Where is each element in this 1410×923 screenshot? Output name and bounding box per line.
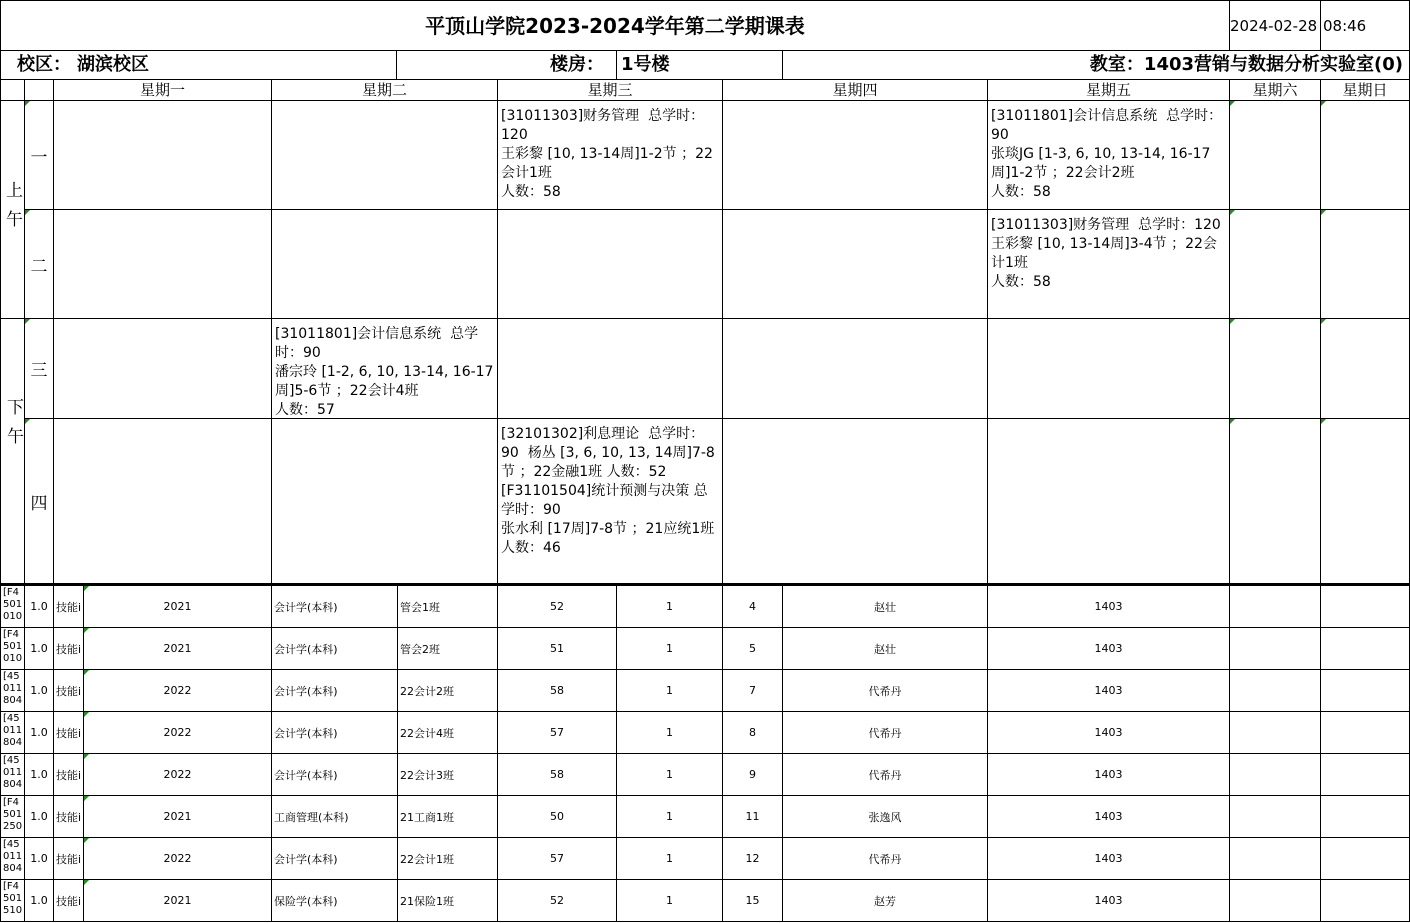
slot-tue-p2 [271, 209, 498, 319]
detail-idx-cell [722, 585, 783, 628]
detail-major-cell [271, 711, 398, 754]
detail-cls: 21保险1班 [400, 894, 454, 908]
detail-count: 57 [550, 726, 564, 739]
slot-fri-p2: [31011303]财务管理 总学时：120 王彩黎 [10, 13-14周]3-4节 ；22会计1班 人数：58 [987, 209, 1230, 319]
detail-room: 1403 [1094, 684, 1123, 697]
detail-count-cell [497, 837, 617, 880]
building-value: 1号楼 [616, 50, 783, 80]
corner-cell [0, 79, 25, 101]
detail-credit: 1.0 [30, 684, 48, 697]
print-date: 2024-02-28 [1229, 0, 1321, 51]
detail-code-cell [0, 795, 25, 838]
detail-type-cell [53, 585, 84, 628]
detail-year-cell [83, 879, 272, 922]
detail-room-cell [987, 795, 1230, 838]
detail-empty-cell [1229, 753, 1321, 796]
detail-idx: 5 [749, 642, 756, 655]
room-value: 1403营销与数据分析实验室(0) [1143, 54, 1403, 75]
detail-year-cell [83, 837, 272, 880]
slot-fri-p1: [31011801]会计信息系统 总学时：90 张琰JG [1-3, 6, 10, 13-14, 16-17周]1-2节 ；22会计2班 人数：58 [987, 100, 1230, 210]
detail-cls-cell [397, 837, 498, 880]
afternoon-label: 下午 [0, 318, 25, 585]
detail-cls-cell [397, 711, 498, 754]
slot-sun-p3 [1320, 318, 1410, 419]
detail-code-cell [0, 879, 25, 922]
period-4-label: 四 [24, 418, 54, 585]
day-header-mon: 星期一 [53, 79, 272, 101]
detail-code: [F4 501 010 [3, 629, 23, 664]
detail-type-cell [53, 711, 84, 754]
detail-type: 技能i [56, 684, 82, 698]
detail-room-cell [987, 669, 1230, 712]
detail-idx-cell [722, 795, 783, 838]
detail-year: 2021 [163, 642, 192, 655]
detail-empty-cell [1320, 711, 1410, 754]
detail-teacher-cell [782, 837, 988, 880]
detail-room: 1403 [1094, 894, 1123, 907]
detail-code-cell [0, 669, 25, 712]
period-1-label: 一 [24, 100, 54, 210]
detail-credit: 1.0 [30, 852, 48, 865]
detail-credit: 1.0 [30, 894, 48, 907]
detail-count: 51 [550, 642, 564, 655]
detail-cls: 22会计2班 [400, 684, 454, 698]
slot-sat-p1 [1229, 100, 1321, 210]
detail-n-cell [616, 585, 723, 628]
detail-code-cell [0, 753, 25, 796]
detail-empty-cell [1320, 627, 1410, 670]
detail-major-cell [271, 837, 398, 880]
detail-teacher: 代希丹 [868, 684, 902, 698]
slot-thu-p4 [722, 418, 988, 585]
detail-credit-cell [24, 795, 54, 838]
detail-teacher-cell [782, 585, 988, 628]
detail-year: 2021 [163, 810, 192, 823]
slot-sat-p4 [1229, 418, 1321, 585]
detail-major-cell [271, 879, 398, 922]
detail-count-cell [497, 879, 617, 922]
detail-teacher: 赵芳 [874, 894, 896, 908]
detail-teacher-cell [782, 669, 988, 712]
detail-code-cell [0, 837, 25, 880]
campus-row [0, 50, 397, 80]
detail-credit-cell [24, 627, 54, 670]
detail-room-cell [987, 627, 1230, 670]
detail-credit-cell [24, 669, 54, 712]
detail-major: 会计学(本科) [274, 642, 338, 656]
detail-teacher-cell [782, 879, 988, 922]
slot-thu-p2 [722, 209, 988, 319]
detail-empty-cell [1229, 627, 1321, 670]
detail-empty-cell [1320, 879, 1410, 922]
detail-teacher: 赵壮 [874, 600, 896, 614]
detail-teacher: 代希丹 [868, 852, 902, 866]
detail-code: [F4 501 510 [3, 881, 23, 916]
slot-sat-p2 [1229, 209, 1321, 319]
detail-type-cell [53, 879, 84, 922]
detail-cls: 管会2班 [400, 642, 440, 656]
detail-teacher: 张逸风 [868, 810, 902, 824]
detail-empty-cell [1229, 711, 1321, 754]
detail-empty-cell [1320, 753, 1410, 796]
slot-mon-p4 [53, 418, 272, 585]
detail-empty-cell [1320, 795, 1410, 838]
detail-teacher-cell [782, 753, 988, 796]
detail-count-cell [497, 795, 617, 838]
day-header-tue: 星期二 [271, 79, 498, 101]
detail-room: 1403 [1094, 600, 1123, 613]
detail-code-cell [0, 711, 25, 754]
detail-year-cell [83, 627, 272, 670]
detail-empty-cell [1229, 669, 1321, 712]
detail-code: [45 011 804 [3, 755, 23, 790]
detail-empty-cell [1320, 837, 1410, 880]
campus-value: 湖滨校区 [77, 54, 149, 75]
detail-room: 1403 [1094, 768, 1123, 781]
detail-idx: 9 [749, 768, 756, 781]
detail-type-cell [53, 795, 84, 838]
detail-n: 1 [666, 894, 673, 907]
detail-idx-cell [722, 627, 783, 670]
detail-type: 技能i [56, 642, 82, 656]
detail-idx-cell [722, 837, 783, 880]
detail-major: 会计学(本科) [274, 852, 338, 866]
print-time: 08:46 [1320, 0, 1410, 51]
detail-cls-cell [397, 879, 498, 922]
detail-room-cell [987, 711, 1230, 754]
building-label: 楼房： [396, 50, 617, 80]
day-header-sat: 星期六 [1229, 79, 1321, 101]
detail-cls-cell [397, 753, 498, 796]
detail-major-cell [271, 795, 398, 838]
detail-teacher: 代希丹 [868, 726, 902, 740]
detail-code: [45 011 804 [3, 839, 23, 874]
detail-code: [F4 501 250 [3, 797, 23, 832]
detail-n: 1 [666, 642, 673, 655]
detail-n-cell [616, 627, 723, 670]
detail-empty-cell [1320, 669, 1410, 712]
detail-credit: 1.0 [30, 726, 48, 739]
detail-credit: 1.0 [30, 810, 48, 823]
detail-credit-cell [24, 753, 54, 796]
detail-cls-cell [397, 585, 498, 628]
detail-cls-cell [397, 627, 498, 670]
detail-code: [F4 501 010 [3, 587, 23, 622]
detail-idx: 15 [745, 894, 760, 907]
detail-idx: 8 [749, 726, 756, 739]
slot-fri-p3 [987, 318, 1230, 419]
detail-code: [45 011 804 [3, 713, 23, 748]
detail-n-cell [616, 669, 723, 712]
room-info [782, 50, 1410, 80]
detail-cls-cell [397, 669, 498, 712]
slot-sat-p3 [1229, 318, 1321, 419]
slot-mon-p1 [53, 100, 272, 210]
detail-n: 1 [666, 726, 673, 739]
detail-n-cell [616, 795, 723, 838]
detail-major: 工商管理(本科) [274, 810, 349, 824]
detail-type-cell [53, 753, 84, 796]
detail-n: 1 [666, 684, 673, 697]
detail-code-cell [0, 627, 25, 670]
detail-count: 52 [550, 600, 564, 613]
slot-sun-p4 [1320, 418, 1410, 585]
period-2-label: 二 [24, 209, 54, 319]
detail-count: 58 [550, 684, 564, 697]
detail-idx: 12 [745, 852, 760, 865]
detail-idx: 7 [749, 684, 756, 697]
slot-sun-p2 [1320, 209, 1410, 319]
detail-n: 1 [666, 768, 673, 781]
detail-year: 2022 [163, 768, 192, 781]
slot-tue-p4 [271, 418, 498, 585]
detail-empty-cell [1229, 879, 1321, 922]
detail-room: 1403 [1094, 810, 1123, 823]
detail-count-cell [497, 585, 617, 628]
detail-n-cell [616, 837, 723, 880]
detail-major-cell [271, 753, 398, 796]
slot-thu-p1 [722, 100, 988, 210]
detail-major: 保险学(本科) [274, 894, 338, 908]
detail-count: 52 [550, 894, 564, 907]
detail-major: 会计学(本科) [274, 684, 338, 698]
detail-idx-cell [722, 753, 783, 796]
detail-room-cell [987, 837, 1230, 880]
detail-cls: 管会1班 [400, 600, 440, 614]
detail-type: 技能i [56, 852, 82, 866]
detail-n-cell [616, 879, 723, 922]
detail-year: 2022 [163, 684, 192, 697]
detail-n: 1 [666, 852, 673, 865]
detail-room: 1403 [1094, 642, 1123, 655]
detail-credit-cell [24, 711, 54, 754]
detail-type-cell [53, 837, 84, 880]
detail-cls: 22会计3班 [400, 768, 454, 782]
slot-wed-p1: [31011303]财务管理 总学时：120 王彩黎 [10, 13-14周]1-2节 ；22会计1班 人数：58 [497, 100, 723, 210]
detail-type: 技能i [56, 726, 82, 740]
detail-count-cell [497, 669, 617, 712]
detail-credit: 1.0 [30, 642, 48, 655]
detail-year: 2022 [163, 726, 192, 739]
detail-major-cell [271, 585, 398, 628]
detail-year: 2021 [163, 894, 192, 907]
detail-room-cell [987, 879, 1230, 922]
day-header-sun: 星期日 [1320, 79, 1410, 101]
detail-idx-cell [722, 711, 783, 754]
detail-empty-cell [1229, 795, 1321, 838]
detail-count: 57 [550, 852, 564, 865]
detail-empty-cell [1229, 585, 1321, 628]
detail-year-cell [83, 669, 272, 712]
detail-n: 1 [666, 600, 673, 613]
slot-tue-p1 [271, 100, 498, 210]
detail-code-cell [0, 585, 25, 628]
detail-cls: 21工商1班 [400, 810, 454, 824]
detail-teacher-cell [782, 627, 988, 670]
slot-thu-p3 [722, 318, 988, 419]
detail-type: 技能i [56, 894, 82, 908]
day-header-thu: 星期四 [722, 79, 988, 101]
detail-room: 1403 [1094, 852, 1123, 865]
detail-teacher-cell [782, 795, 988, 838]
detail-type: 技能i [56, 810, 82, 824]
detail-idx: 11 [745, 810, 760, 823]
detail-room-cell [987, 585, 1230, 628]
day-header-fri: 星期五 [987, 79, 1230, 101]
slot-wed-p2 [497, 209, 723, 319]
detail-year: 2021 [163, 600, 192, 613]
detail-n: 1 [666, 810, 673, 823]
detail-credit-cell [24, 585, 54, 628]
detail-empty-cell [1229, 837, 1321, 880]
morning-label: 上午 [0, 100, 25, 319]
slot-mon-p2 [53, 209, 272, 319]
page-title: 平顶山学院2023-2024学年第二学期课表 [0, 0, 1230, 51]
detail-type-cell [53, 669, 84, 712]
detail-idx-cell [722, 879, 783, 922]
detail-major-cell [271, 669, 398, 712]
room-label: 教室： [1089, 54, 1144, 75]
detail-count: 50 [550, 810, 564, 823]
detail-credit: 1.0 [30, 768, 48, 781]
detail-count-cell [497, 711, 617, 754]
slot-tue-p3: [31011801]会计信息系统 总学时：90 潘宗玲 [1-2, 6, 10, 13-14, 16-17周]5-6节 ；22会计4班 人数：57 [271, 318, 498, 419]
slot-mon-p3 [53, 318, 272, 419]
detail-year: 2022 [163, 852, 192, 865]
detail-teacher: 赵壮 [874, 642, 896, 656]
detail-major: 会计学(本科) [274, 600, 338, 614]
detail-code: [45 011 804 [3, 671, 23, 706]
corner-cell-2 [24, 79, 54, 101]
detail-year-cell [83, 711, 272, 754]
detail-year-cell [83, 585, 272, 628]
detail-count-cell [497, 753, 617, 796]
detail-major: 会计学(本科) [274, 768, 338, 782]
slot-wed-p3 [497, 318, 723, 419]
detail-teacher: 代希丹 [868, 768, 902, 782]
detail-credit-cell [24, 837, 54, 880]
detail-empty-cell [1320, 585, 1410, 628]
table-separator [0, 583, 1410, 586]
detail-room-cell [987, 753, 1230, 796]
slot-fri-p4 [987, 418, 1230, 585]
detail-cls-cell [397, 795, 498, 838]
detail-type: 技能i [56, 768, 82, 782]
detail-teacher-cell [782, 711, 988, 754]
campus-label: 校区： [17, 54, 71, 75]
period-3-label: 三 [24, 318, 54, 419]
detail-year-cell [83, 795, 272, 838]
detail-type: 技能i [56, 600, 82, 614]
detail-major: 会计学(本科) [274, 726, 338, 740]
detail-credit: 1.0 [30, 600, 48, 613]
detail-major-cell [271, 627, 398, 670]
detail-count-cell [497, 627, 617, 670]
slot-wed-p4: [32101302]利息理论 总学时：90 杨丛 [3, 6, 10, 13, 14周]7-8节 ；22金融1班 人数：52 [F31101504]统计预测与决策 总学时：90 张水利 [17周]7-8节 ；21应统1班 人数：46 [497, 418, 723, 585]
detail-n-cell [616, 711, 723, 754]
detail-idx-cell [722, 669, 783, 712]
detail-type-cell [53, 627, 84, 670]
day-header-wed: 星期三 [497, 79, 723, 101]
slot-sun-p1 [1320, 100, 1410, 210]
detail-idx: 4 [749, 600, 756, 613]
detail-cls: 22会计4班 [400, 726, 454, 740]
detail-credit-cell [24, 879, 54, 922]
detail-year-cell [83, 753, 272, 796]
detail-count: 58 [550, 768, 564, 781]
detail-room: 1403 [1094, 726, 1123, 739]
detail-cls: 22会计1班 [400, 852, 454, 866]
detail-n-cell [616, 753, 723, 796]
